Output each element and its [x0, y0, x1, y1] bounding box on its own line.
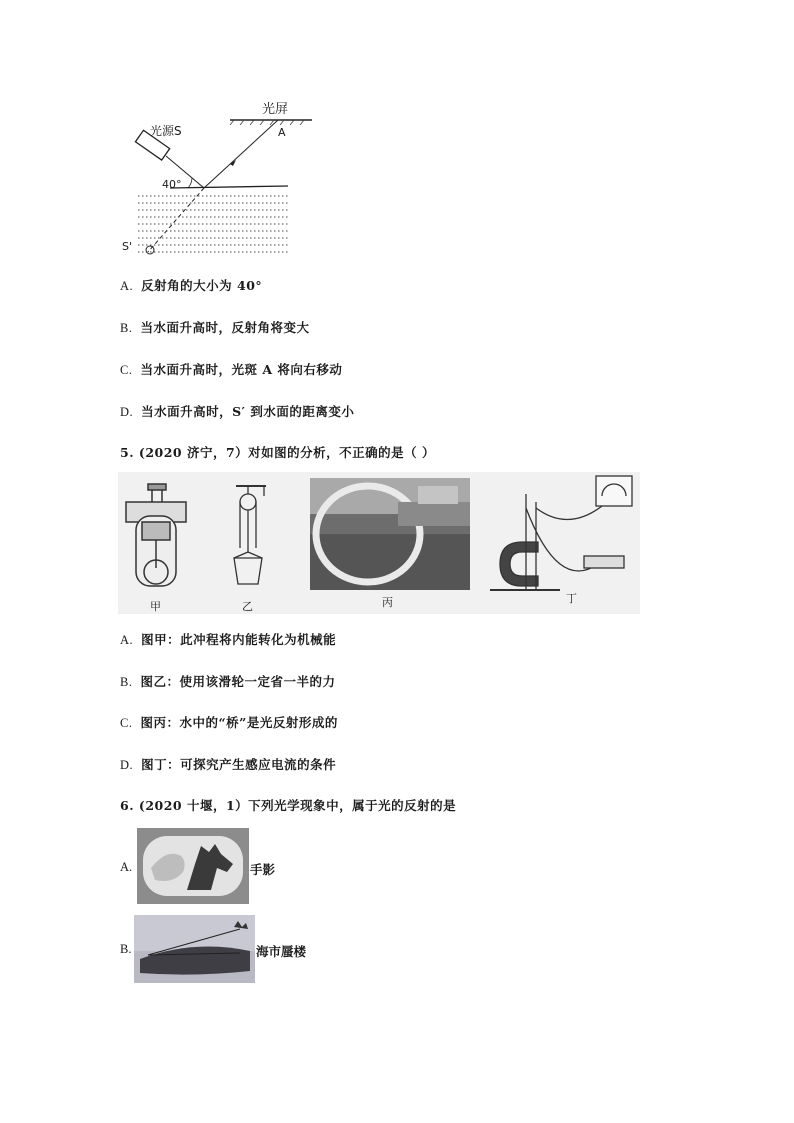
bridge-photo	[310, 478, 470, 590]
spot-a-label: A	[278, 126, 286, 139]
q5-option-c: C. 图丙：水中的“桥”是光反射形成的	[120, 715, 338, 730]
caption-yi: 乙	[242, 600, 253, 613]
caption-bing: 丙	[382, 596, 393, 609]
image-label: S'	[122, 240, 133, 253]
source-label: 光源S	[150, 124, 182, 138]
q4-option-d: D. 当水面升高时，S′ 到水面的距离变小	[120, 404, 355, 419]
screen-label: 光屏	[262, 102, 289, 117]
engine-figure	[126, 484, 186, 586]
q5-figures	[118, 472, 640, 614]
mirage-image	[134, 915, 255, 983]
angle-label: 40°	[162, 178, 182, 191]
q6-option-b-letter: B.	[120, 942, 132, 956]
q5-option-b: B. 图乙：使用该滑轮一定省一半的力	[120, 674, 336, 689]
q5-option-d: D. 图丁：可探究产生感应电流的条件	[120, 757, 337, 772]
caption-ding: 丁	[566, 592, 577, 605]
caption-jia: 甲	[150, 600, 161, 613]
pulley-figure	[234, 486, 266, 584]
q6-stem: 6. (2020 十堰，1）下列光学现象中，属于光的反射的是	[120, 798, 457, 813]
induction-figure	[490, 476, 632, 590]
q4-option-b: B. 当水面升高时，反射角将变大	[120, 320, 310, 335]
q6-option-a-text: 手影	[250, 862, 276, 877]
q4-option-a: A. 反射角的大小为 40°	[120, 278, 263, 293]
q5-option-a: A. 图甲：此冲程将内能转化为机械能	[120, 632, 337, 647]
q5-stem: 5. (2020 济宁，7）对如图的分析，不正确的是（ ）	[120, 445, 436, 460]
hand-shadow-image	[137, 828, 249, 904]
reflection-diagram	[112, 92, 312, 262]
q6-option-b-text: 海市蜃楼	[256, 944, 307, 959]
q4-option-c: C. 当水面升高时，光斑 A 将向右移动	[120, 362, 343, 377]
q6-option-a-letter: A.	[120, 860, 133, 874]
